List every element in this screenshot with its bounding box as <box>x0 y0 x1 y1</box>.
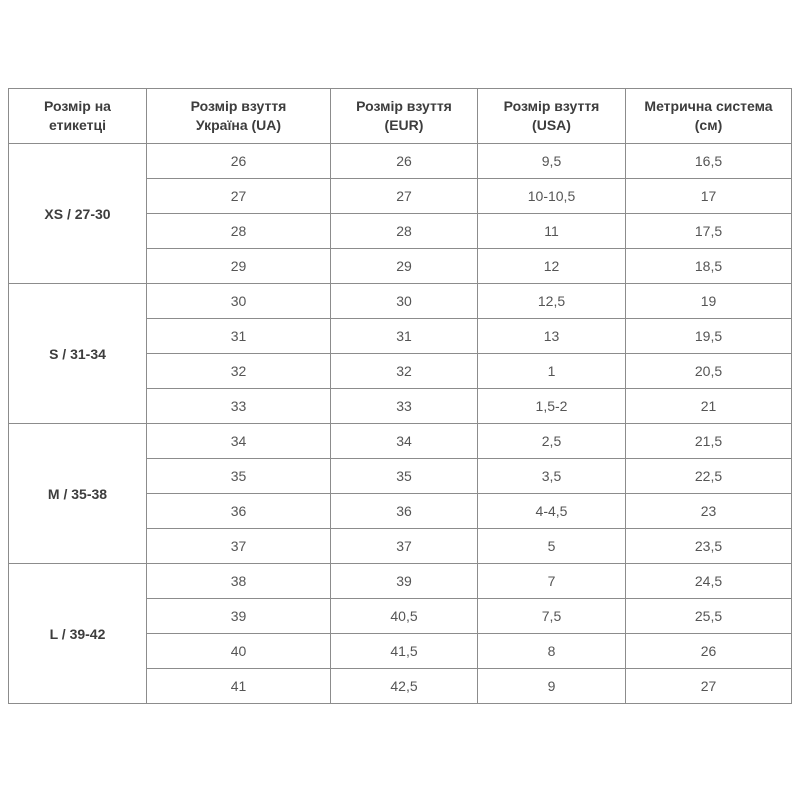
header-line: етикетці <box>48 117 107 133</box>
table-cell: 33 <box>331 389 478 424</box>
header-line: Розмір взуття <box>503 98 600 114</box>
table-cell: 25,5 <box>626 599 792 634</box>
table-row <box>9 424 792 459</box>
table-cell: 21,5 <box>626 424 792 459</box>
table-cell: 35 <box>331 459 478 494</box>
table-cell: 1 <box>478 354 626 389</box>
table-cell: 9,5 <box>478 144 626 179</box>
table-cell: 17 <box>626 179 792 214</box>
table-cell: 42,5 <box>331 669 478 704</box>
table-cell: 22,5 <box>626 459 792 494</box>
table-cell: 32 <box>331 354 478 389</box>
column-header-usa-size <box>478 89 626 144</box>
table-row <box>9 144 792 179</box>
table-cell: 34 <box>331 424 478 459</box>
table-cell: 31 <box>147 319 331 354</box>
header-line: (EUR) <box>384 117 424 133</box>
table-cell: 7 <box>478 564 626 599</box>
table-cell: 12,5 <box>478 284 626 319</box>
table-cell: 41 <box>147 669 331 704</box>
column-header-ua-size <box>147 89 331 144</box>
table-cell: 27 <box>147 179 331 214</box>
table-cell: 12 <box>478 249 626 284</box>
table-cell: 38 <box>147 564 331 599</box>
table-cell: 16,5 <box>626 144 792 179</box>
header-line: Розмір взуття <box>190 98 287 114</box>
table-cell: 5 <box>478 529 626 564</box>
table-cell: 9 <box>478 669 626 704</box>
table-cell: 29 <box>331 249 478 284</box>
table-cell: 40,5 <box>331 599 478 634</box>
table-cell: 39 <box>331 564 478 599</box>
table-cell: 27 <box>331 179 478 214</box>
table-cell: 34 <box>147 424 331 459</box>
table-cell: 20,5 <box>626 354 792 389</box>
table-cell: 7,5 <box>478 599 626 634</box>
group-label-l: L / 39-42 <box>9 564 147 704</box>
table-cell: 23 <box>626 494 792 529</box>
table-cell: 21 <box>626 389 792 424</box>
table-cell: 40 <box>147 634 331 669</box>
group-label-s: S / 31-34 <box>9 284 147 424</box>
table-cell: 30 <box>331 284 478 319</box>
table-cell: 17,5 <box>626 214 792 249</box>
table-cell: 30 <box>147 284 331 319</box>
table-body <box>9 144 792 704</box>
table-cell: 3,5 <box>478 459 626 494</box>
size-conversion-table <box>8 88 792 704</box>
table-cell: 37 <box>331 529 478 564</box>
table-cell: 13 <box>478 319 626 354</box>
table-cell: 35 <box>147 459 331 494</box>
table-cell: 29 <box>147 249 331 284</box>
header-line: Розмір на <box>44 98 111 114</box>
group-label-xs: XS / 27-30 <box>9 144 147 284</box>
table-cell: 24,5 <box>626 564 792 599</box>
table-cell: 26 <box>626 634 792 669</box>
table-cell: 23,5 <box>626 529 792 564</box>
table-cell: 26 <box>331 144 478 179</box>
table-cell: 41,5 <box>331 634 478 669</box>
table-cell: 36 <box>147 494 331 529</box>
table-header <box>9 89 792 144</box>
header-line: Розмір взуття <box>356 98 452 114</box>
header-line: (USA) <box>532 117 571 133</box>
column-header-eur-size <box>331 89 478 144</box>
table-cell: 4-4,5 <box>478 494 626 529</box>
header-line: (см) <box>694 117 723 133</box>
header-row <box>9 89 792 144</box>
table-cell: 32 <box>147 354 331 389</box>
table-cell: 19,5 <box>626 319 792 354</box>
table-cell: 37 <box>147 529 331 564</box>
table-cell: 10-10,5 <box>478 179 626 214</box>
table-cell: 31 <box>331 319 478 354</box>
table-cell: 28 <box>147 214 331 249</box>
table-cell: 26 <box>147 144 331 179</box>
table-row <box>9 284 792 319</box>
table-cell: 11 <box>478 214 626 249</box>
table-cell: 8 <box>478 634 626 669</box>
column-header-metric-cm <box>626 89 792 144</box>
header-line: Україна (UA) <box>195 117 282 133</box>
table-cell: 2,5 <box>478 424 626 459</box>
group-label-m: M / 35-38 <box>9 424 147 564</box>
table-cell: 33 <box>147 389 331 424</box>
table-cell: 36 <box>331 494 478 529</box>
table-cell: 39 <box>147 599 331 634</box>
table-cell: 28 <box>331 214 478 249</box>
table-cell: 18,5 <box>626 249 792 284</box>
header-line: Метрична система <box>644 98 773 114</box>
column-header-label-size <box>9 89 147 144</box>
table-cell: 27 <box>626 669 792 704</box>
table-cell: 19 <box>626 284 792 319</box>
table-row <box>9 564 792 599</box>
table-cell: 1,5-2 <box>478 389 626 424</box>
